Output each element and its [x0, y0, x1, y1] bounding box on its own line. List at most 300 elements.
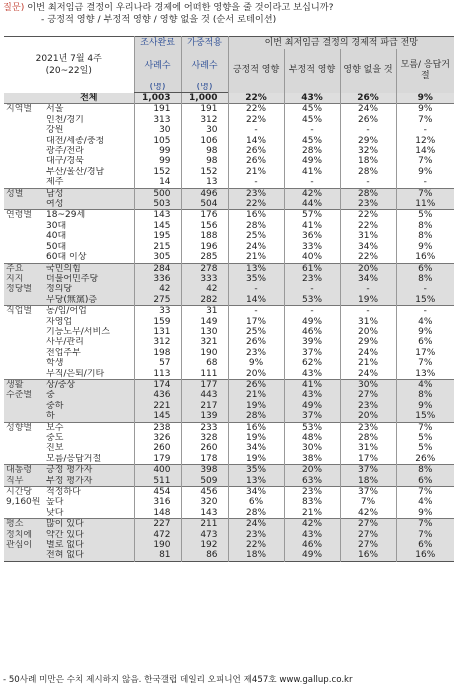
completed-cases: 105	[134, 136, 181, 146]
subgroup-label: 30대	[46, 220, 67, 231]
col-completed-cases-unit: (명)	[134, 83, 181, 93]
weighted-cases: 285	[181, 252, 228, 263]
weighted-cases: 504	[181, 199, 228, 210]
weighted-cases: 233	[181, 422, 228, 433]
subgroup-label: 더불어민주당	[46, 274, 134, 284]
subgroup-label: 별로 없다	[46, 540, 134, 550]
weighted-cases: 130	[181, 327, 228, 337]
completed-cases: 400	[134, 465, 181, 476]
weighted-cases: 86	[181, 550, 228, 561]
table-row	[4, 497, 454, 507]
negative-pct: 49%	[284, 401, 340, 411]
subgroup-label: 대구/경북	[46, 156, 84, 167]
completed-cases: 336	[134, 274, 181, 284]
group-label	[4, 146, 46, 156]
dont-know-pct: 11%	[396, 199, 454, 210]
positive-pct: 13%	[228, 263, 284, 274]
subgroup-label: 남성	[46, 188, 134, 199]
col-weighted-cases-l1: 가중적용	[181, 37, 228, 50]
subgroup-label: 40대	[46, 231, 67, 242]
group-label	[4, 221, 46, 231]
dont-know-pct: 5%	[396, 433, 454, 443]
group-label	[4, 231, 46, 241]
group-label	[4, 443, 46, 453]
weighted-cases: 106	[181, 136, 228, 146]
dont-know-pct: 8%	[396, 390, 454, 400]
weighted-cases: 176	[181, 210, 228, 221]
subgroup-label: 전업주부	[46, 347, 81, 358]
completed-cases: 454	[134, 487, 181, 498]
negative-pct: 45%	[284, 136, 340, 146]
completed-cases: 33	[134, 306, 181, 317]
positive-pct: 21%	[228, 252, 284, 263]
positive-pct: -	[228, 125, 284, 135]
completed-cases: 227	[134, 519, 181, 530]
positive-pct: 34%	[228, 487, 284, 498]
dont-know-pct: -	[396, 284, 454, 294]
table-row	[4, 317, 454, 327]
no-effect-pct: 37%	[340, 465, 396, 476]
weighted-cases: 282	[181, 295, 228, 306]
no-effect-pct: 22%	[340, 252, 396, 263]
table-row	[4, 530, 454, 540]
weighted-cases: 211	[181, 519, 228, 530]
positive-pct: 14%	[228, 295, 284, 306]
table-row	[4, 221, 454, 231]
completed-cases: 131	[134, 327, 181, 337]
subgroup-label: 진보	[46, 443, 64, 454]
dont-know-pct: 5%	[396, 443, 454, 453]
col-completed-cases-l2: 사례수	[134, 49, 181, 83]
dont-know-pct: 7%	[396, 156, 454, 166]
group-label: 성별	[4, 188, 46, 199]
completed-cases: 313	[134, 115, 181, 125]
positive-pct: 24%	[228, 519, 284, 530]
subgroup-label: 무당(無黨)층	[46, 295, 134, 306]
subgroup-label: 대전/세종/충청	[46, 135, 105, 146]
no-effect-pct: 24%	[340, 369, 396, 380]
dont-know-pct: 9%	[396, 327, 454, 337]
subgroup-label: 강원	[46, 125, 64, 136]
positive-pct: 23%	[228, 188, 284, 199]
weighted-cases: 149	[181, 317, 228, 327]
positive-pct: 26%	[228, 379, 284, 390]
group-label	[4, 115, 46, 125]
positive-pct: 25%	[228, 327, 284, 337]
no-effect-pct: 23%	[340, 422, 396, 433]
table-row	[4, 465, 454, 476]
col-weighted-cases-l2: 사례수	[181, 49, 228, 83]
weighted-cases: 509	[181, 476, 228, 487]
dont-know-pct: 7%	[396, 519, 454, 530]
table-row	[4, 337, 454, 347]
table-row	[4, 167, 454, 177]
col-weighted-cases-unit: (명)	[181, 83, 228, 93]
table-row	[4, 401, 454, 411]
weighted-cases: 98	[181, 146, 228, 156]
completed-cases: 436	[134, 390, 181, 400]
dont-know-pct: 8%	[396, 465, 454, 476]
subgroup-label: 사무/관리	[46, 337, 84, 348]
no-effect-pct: 20%	[340, 327, 396, 337]
dont-know-pct: -	[396, 177, 454, 188]
negative-pct: 44%	[284, 199, 340, 210]
negative-pct: 62%	[284, 358, 340, 368]
dont-know-pct: 4%	[396, 497, 454, 507]
no-effect-pct: 32%	[340, 146, 396, 156]
weighted-cases: 456	[181, 487, 228, 498]
weighted-cases: 192	[181, 540, 228, 550]
table-row	[4, 295, 454, 306]
positive-pct: 23%	[228, 348, 284, 358]
completed-cases: 260	[134, 443, 181, 453]
group-label	[4, 177, 46, 188]
weighted-cases: 217	[181, 401, 228, 411]
question-label: 질문)	[3, 2, 25, 13]
group-label	[4, 136, 46, 146]
table-row	[4, 369, 454, 380]
positive-pct: -	[228, 306, 284, 317]
completed-cases: 195	[134, 231, 181, 241]
positive-pct: 20%	[228, 369, 284, 380]
negative-pct: 37%	[284, 411, 340, 422]
completed-cases: 198	[134, 348, 181, 358]
dont-know-pct: 13%	[396, 369, 454, 380]
group-label	[4, 125, 46, 135]
group-label	[4, 93, 46, 104]
positive-pct: 28%	[228, 221, 284, 231]
no-effect-pct: 37%	[340, 487, 396, 498]
no-effect-pct: 19%	[340, 295, 396, 306]
no-effect-pct: 20%	[340, 263, 396, 274]
dont-know-pct: -	[396, 125, 454, 135]
dont-know-pct: 7%	[396, 358, 454, 368]
positive-pct: 28%	[228, 411, 284, 422]
dont-know-pct: 9%	[396, 104, 454, 115]
dont-know-pct: 9%	[396, 401, 454, 411]
group-label: 대통령	[4, 465, 46, 476]
negative-pct: 43%	[284, 530, 340, 540]
table-row	[4, 252, 454, 263]
group-label	[4, 327, 46, 337]
weighted-cases: 139	[181, 411, 228, 422]
negative-pct: 30%	[284, 443, 340, 453]
no-effect-pct: 27%	[340, 540, 396, 550]
survey-period: (20~22일)	[45, 65, 92, 76]
negative-pct: 43%	[284, 369, 340, 380]
subgroup-label: 국민의힘	[46, 263, 134, 274]
table-row	[4, 550, 454, 561]
col-no-effect: 영향 없을 것	[340, 49, 396, 93]
table-row	[4, 125, 454, 135]
completed-cases: 275	[134, 295, 181, 306]
subgroup-label: 60대 이상	[46, 252, 87, 263]
negative-pct: -	[284, 125, 340, 135]
weighted-cases: 328	[181, 433, 228, 443]
col-negative: 부정적 영향	[284, 49, 340, 93]
negative-pct: 41%	[284, 221, 340, 231]
negative-pct: 39%	[284, 337, 340, 347]
subgroup-label: 상/중상	[46, 379, 134, 390]
table-row	[4, 454, 454, 465]
positive-pct: 22%	[228, 199, 284, 210]
table-row	[4, 146, 454, 156]
table-row	[4, 379, 454, 390]
table-row	[4, 433, 454, 443]
completed-cases: 1,003	[134, 93, 181, 104]
negative-pct: 83%	[284, 497, 340, 507]
negative-pct: 61%	[284, 263, 340, 274]
group-label: 지역별	[4, 104, 46, 115]
table-row	[4, 411, 454, 422]
dont-know-pct: 6%	[396, 263, 454, 274]
negative-pct: 53%	[284, 295, 340, 306]
group-label	[4, 508, 46, 519]
no-effect-pct: 24%	[340, 104, 396, 115]
subgroup-label: 무직/은퇴/기타	[46, 368, 105, 379]
table-row	[4, 540, 454, 550]
dont-know-pct: 7%	[396, 487, 454, 498]
no-effect-pct: 27%	[340, 519, 396, 530]
table-row	[4, 263, 454, 274]
group-label: 평소	[4, 519, 46, 530]
weighted-cases: 143	[181, 508, 228, 519]
no-effect-pct: 42%	[340, 508, 396, 519]
no-effect-pct: 31%	[340, 443, 396, 453]
table-row	[4, 306, 454, 317]
dont-know-pct: 26%	[396, 454, 454, 465]
table-row	[4, 284, 454, 294]
question-block	[3, 2, 455, 26]
positive-pct: 25%	[228, 231, 284, 241]
group-label: 시간당	[4, 487, 46, 498]
completed-cases: 191	[134, 104, 181, 115]
group-label: 지지	[4, 274, 46, 284]
group-label	[4, 369, 46, 380]
no-effect-pct: 30%	[340, 379, 396, 390]
weighted-cases: 321	[181, 337, 228, 347]
table-row	[4, 156, 454, 166]
negative-pct: 42%	[284, 188, 340, 199]
negative-pct: 45%	[284, 115, 340, 125]
weighted-cases: 68	[181, 358, 228, 368]
completed-cases: 99	[134, 146, 181, 156]
subgroup-label: 보수	[46, 422, 134, 433]
table-row	[4, 519, 454, 530]
table-row	[4, 199, 454, 210]
group-label	[4, 550, 46, 561]
subgroup-label: 중하	[46, 401, 134, 411]
dont-know-pct: 15%	[396, 411, 454, 422]
group-label: 수준별	[4, 390, 46, 400]
col-dont-know: 모름/ 응답거절	[396, 49, 454, 93]
group-label	[4, 358, 46, 368]
group-label: 연령별	[4, 210, 46, 221]
negative-pct: 36%	[284, 231, 340, 241]
group-label: 성향별	[4, 422, 46, 433]
subgroup-label: 기능노무/서비스	[46, 326, 110, 337]
positive-pct: 18%	[228, 550, 284, 561]
positive-pct: 26%	[228, 146, 284, 156]
table-row	[4, 136, 454, 146]
table-row	[4, 274, 454, 284]
table-row	[4, 358, 454, 368]
no-effect-pct: -	[340, 177, 396, 188]
no-effect-pct: 28%	[340, 167, 396, 177]
completed-cases: 503	[134, 199, 181, 210]
survey-date: 2021년 7월 4주	[35, 53, 102, 64]
subgroup-label: 낮다	[46, 507, 64, 518]
positive-pct: 21%	[228, 167, 284, 177]
table-row	[4, 188, 454, 199]
negative-pct: 40%	[284, 252, 340, 263]
negative-pct: 49%	[284, 156, 340, 166]
table-body	[4, 93, 454, 562]
group-label	[4, 337, 46, 347]
positive-pct: 26%	[228, 337, 284, 347]
weighted-cases: 333	[181, 274, 228, 284]
table-row	[4, 177, 454, 188]
subgroup-label: 농/임/어업	[46, 306, 134, 317]
table-row	[4, 390, 454, 400]
weighted-cases: 196	[181, 242, 228, 252]
no-effect-pct: 34%	[340, 242, 396, 252]
negative-pct: -	[284, 306, 340, 317]
group-label: 9,160원	[6, 497, 41, 508]
no-effect-pct: 7%	[340, 497, 396, 507]
negative-pct: 43%	[284, 390, 340, 400]
weighted-cases: 30	[181, 125, 228, 135]
subgroup-label: 자영업	[46, 316, 73, 327]
weighted-cases: 398	[181, 465, 228, 476]
positive-pct: 28%	[228, 508, 284, 519]
completed-cases: 215	[134, 242, 181, 252]
subgroup-label: 부정 평가자	[46, 476, 134, 487]
dont-know-pct: 7%	[396, 115, 454, 125]
completed-cases: 152	[134, 167, 181, 177]
subgroup-label: 모름/응답거절	[46, 453, 102, 464]
group-label	[4, 454, 46, 465]
dont-know-pct: 9%	[396, 242, 454, 252]
completed-cases: 500	[134, 188, 181, 199]
negative-pct: 38%	[284, 454, 340, 465]
weighted-cases: 260	[181, 443, 228, 453]
completed-cases: 99	[134, 156, 181, 166]
group-label	[4, 401, 46, 411]
dont-know-pct: 4%	[396, 317, 454, 327]
positive-pct: 35%	[228, 274, 284, 284]
group-label	[4, 295, 46, 306]
positive-pct: 34%	[228, 443, 284, 453]
dont-know-pct: 5%	[396, 210, 454, 221]
table-row	[4, 327, 454, 337]
completed-cases: 113	[134, 369, 181, 380]
weighted-cases: 190	[181, 348, 228, 358]
negative-pct: 57%	[284, 210, 340, 221]
subgroup-label: 50대	[46, 241, 67, 252]
negative-pct: 33%	[284, 242, 340, 252]
negative-pct: 42%	[284, 519, 340, 530]
subgroup-label: 인천/경기	[46, 114, 84, 125]
weighted-cases: 13	[181, 177, 228, 188]
dont-know-pct: 7%	[396, 422, 454, 433]
table-row	[4, 487, 454, 498]
group-label: 직업별	[4, 306, 46, 317]
subgroup-label: 학생	[46, 358, 64, 369]
completed-cases: 190	[134, 540, 181, 550]
group-label: 주요	[4, 263, 46, 274]
no-effect-pct: 27%	[340, 390, 396, 400]
negative-pct: 41%	[284, 379, 340, 390]
negative-pct: 49%	[284, 317, 340, 327]
subgroup-label: 높다	[46, 497, 64, 508]
positive-pct: 14%	[228, 136, 284, 146]
dont-know-pct: 4%	[396, 379, 454, 390]
negative-pct: 20%	[284, 465, 340, 476]
subgroup-label: 전체	[46, 93, 134, 104]
dont-know-pct: 12%	[396, 136, 454, 146]
question-text: 이번 최저임금 결정이 우리나라 경제에 어떠한 영향을 줄 것이라고 보십니까?	[27, 2, 334, 13]
dont-know-pct: 6%	[396, 540, 454, 550]
subgroup-label: 제주	[46, 177, 64, 188]
dont-know-pct: 7%	[396, 188, 454, 199]
table-row	[4, 348, 454, 358]
completed-cases: 159	[134, 317, 181, 327]
completed-cases: 511	[134, 476, 181, 487]
dont-know-pct: 15%	[396, 295, 454, 306]
results-table	[4, 36, 454, 562]
weighted-cases: 178	[181, 454, 228, 465]
negative-pct: 49%	[284, 550, 340, 561]
no-effect-pct: 22%	[340, 210, 396, 221]
dont-know-pct: 8%	[396, 231, 454, 241]
positive-pct: 26%	[228, 156, 284, 166]
group-label: 생활	[4, 379, 46, 390]
weighted-cases: 191	[181, 104, 228, 115]
no-effect-pct: -	[340, 306, 396, 317]
negative-pct: 23%	[284, 274, 340, 284]
completed-cases: 174	[134, 379, 181, 390]
survey-date-header	[4, 37, 134, 93]
positive-pct: 23%	[228, 530, 284, 540]
positive-pct: 21%	[228, 390, 284, 400]
completed-cases: 238	[134, 422, 181, 433]
completed-cases: 143	[134, 210, 181, 221]
positive-pct: 9%	[228, 358, 284, 368]
subgroup-label: 약간 있다	[46, 530, 134, 540]
positive-pct: 24%	[228, 242, 284, 252]
col-completed-cases-l1: 조사완료	[134, 37, 181, 50]
negative-pct: 28%	[284, 146, 340, 156]
no-effect-pct: 21%	[340, 358, 396, 368]
negative-pct: 53%	[284, 422, 340, 433]
no-effect-pct: 16%	[340, 550, 396, 561]
completed-cases: 57	[134, 358, 181, 368]
negative-pct: 46%	[284, 540, 340, 550]
table-header	[4, 37, 454, 93]
no-effect-pct: 28%	[340, 188, 396, 199]
positive-pct: 22%	[228, 115, 284, 125]
weighted-cases: 496	[181, 188, 228, 199]
question-options: - 긍정적 영향 / 부정적 영향 / 영향 없을 것 (순서 로테이션)	[41, 14, 277, 25]
group-label	[4, 252, 46, 263]
completed-cases: 221	[134, 401, 181, 411]
no-effect-pct: 31%	[340, 231, 396, 241]
no-effect-pct: 34%	[340, 274, 396, 284]
group-label	[4, 433, 46, 443]
dont-know-pct: 17%	[396, 348, 454, 358]
group-label	[4, 411, 46, 422]
